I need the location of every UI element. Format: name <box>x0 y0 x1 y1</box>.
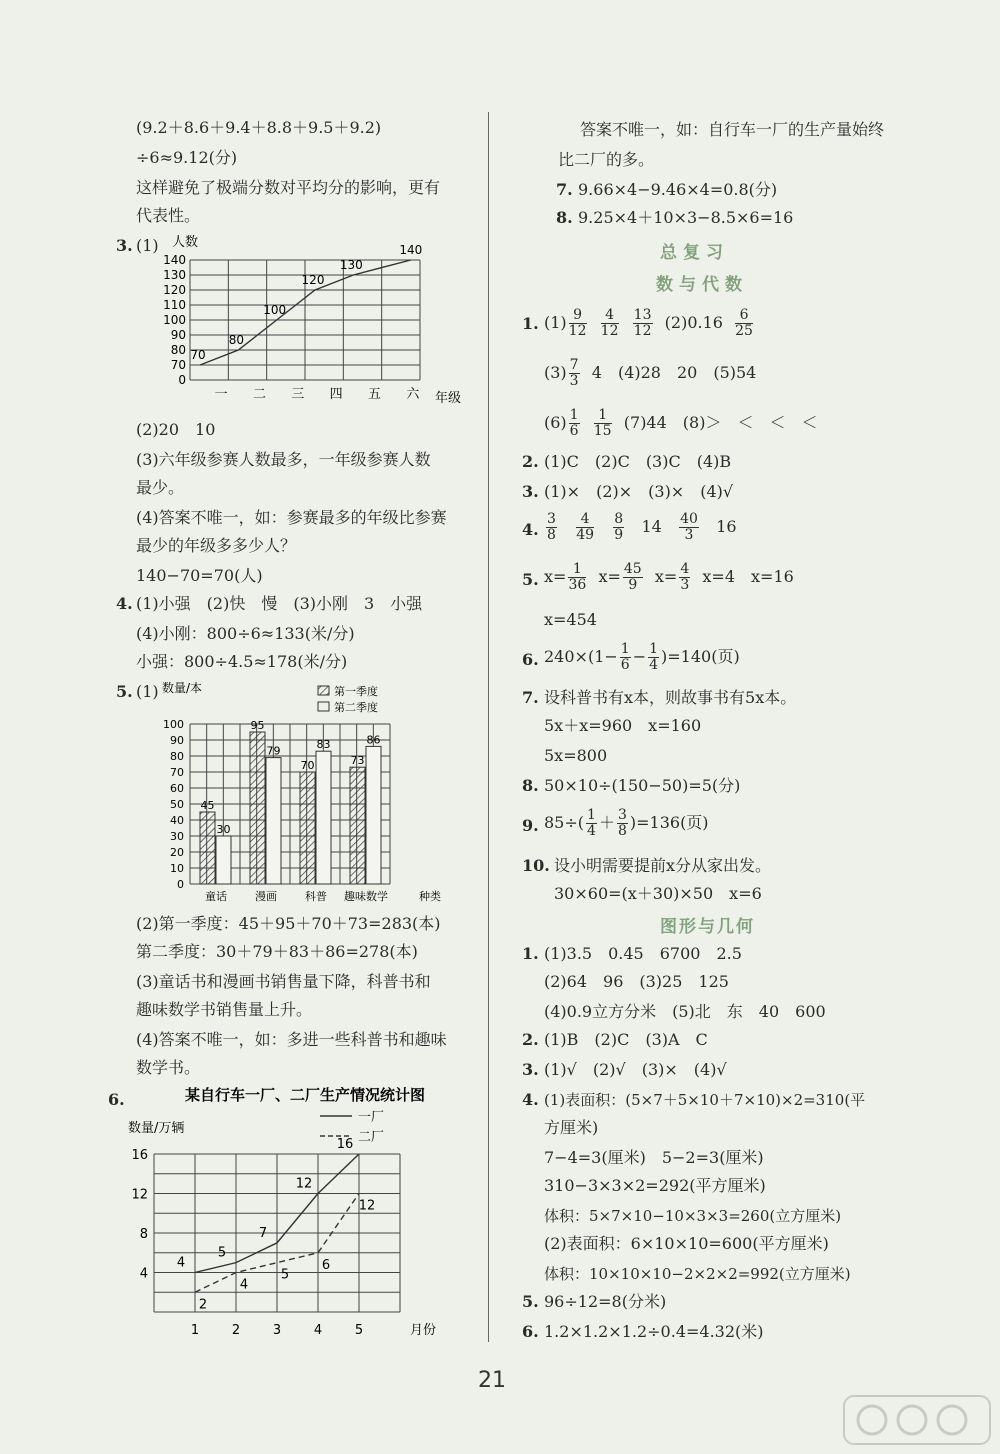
q5-line-7: 数学书。 <box>136 1058 201 1077</box>
x-axis-label: 年级 <box>434 391 462 406</box>
a1-line-3 <box>544 406 817 440</box>
data-label: 83 <box>316 738 331 752</box>
data-label: 5 <box>217 1245 227 1261</box>
a5-number: 5. <box>522 570 539 589</box>
fraction-numerator: 1 <box>594 408 612 424</box>
data-label: 45 <box>200 799 215 812</box>
fraction-numerator: 1 <box>620 641 630 657</box>
x-tick-label: 漫画 <box>255 890 277 903</box>
bar-q1 <box>350 767 365 884</box>
q3-line-2: (2)20 10 <box>136 420 216 439</box>
y-tick-label: 100 <box>163 718 184 731</box>
a5-line-1 <box>544 560 794 594</box>
fraction-numerator: 1 <box>649 641 659 657</box>
fraction-denominator: 12 <box>600 323 619 339</box>
bar-q2 <box>216 836 231 884</box>
g5-number: 5. <box>522 1292 539 1311</box>
fraction-numerator: 4 <box>680 561 690 577</box>
y-tick-label: 20 <box>170 846 184 859</box>
column-divider <box>488 112 489 1342</box>
g4-line-3: 7−4=3(厘米) 5−2=3(厘米) <box>544 1148 764 1167</box>
q2-line-1: (9.2＋8.6＋9.4＋8.8＋9.5＋9.2) <box>136 118 382 137</box>
data-label: 2 <box>198 1297 208 1313</box>
a3-number: 3. <box>522 482 539 501</box>
x-tick-label: 一 <box>214 387 228 402</box>
r-line-1: 答案不唯一，如：自行车一厂的生产量始终 <box>580 120 885 139</box>
y-tick-label: 16 <box>131 1148 148 1163</box>
q5-line-2: (2)第一季度：45＋95＋70＋73=283(本) <box>136 914 441 933</box>
x-tick-label: 童话 <box>205 890 227 903</box>
fraction-3-8 <box>546 512 557 543</box>
a4-value-16: 16 <box>716 517 737 536</box>
q3-line-7: 140−70=70(人) <box>136 566 263 585</box>
fraction-1-15 <box>594 408 612 439</box>
bar-q1 <box>300 772 315 884</box>
q7-answer: 9.66×4−9.46×4=0.8(分) <box>578 180 778 199</box>
q4-line-3: 小强：800÷4.5≈178(米/分) <box>136 652 348 671</box>
g6-answer: 1.2×1.2×1.2÷0.4=4.32(米) <box>544 1322 764 1341</box>
a1-part-2: (2)0.16 <box>664 313 723 332</box>
fraction-1-6 <box>569 408 580 439</box>
fraction-denominator: 6 <box>620 657 630 673</box>
fraction-denominator: 36 <box>568 577 587 593</box>
fraction-denominator: 3 <box>684 527 694 543</box>
data-label: 86 <box>366 733 381 747</box>
g2-answer: (1)B (2)C (3)A C <box>544 1030 708 1049</box>
x-tick-label: 趣味数学 <box>344 890 388 903</box>
g4-number: 4. <box>522 1090 539 1109</box>
fraction-denominator: 6 <box>569 423 579 439</box>
g1-number: 1. <box>522 944 539 963</box>
a1-line-2 <box>544 356 756 390</box>
x-tick-label: 三 <box>291 387 305 402</box>
data-label: 70 <box>190 348 206 362</box>
a7-line-2: 5x＋x=960 x=160 <box>544 716 702 735</box>
x-tick-label: 四 <box>329 387 343 402</box>
data-label: 6 <box>321 1257 331 1273</box>
g3-answer: (1)√ (2)√ (3)× (4)√ <box>544 1060 727 1079</box>
fraction-13-12 <box>633 308 653 339</box>
data-label: 79 <box>266 744 281 758</box>
legend-label-factory-2: 二厂 <box>358 1130 385 1145</box>
a10-line-2: 30×60=(x＋30)×50 x=6 <box>554 884 762 903</box>
y-tick-label: 70 <box>170 766 184 779</box>
y-tick-label: 70 <box>170 358 186 372</box>
q4-line-2: (4)小刚：800÷6≈133(米/分) <box>136 624 355 643</box>
x-tick-label: 六 <box>406 387 420 402</box>
a1-part-3-label: (3) <box>544 363 567 382</box>
a9-part-b: ＋ <box>598 813 615 832</box>
g4-line-5: 体积：5×7×10−10×3×3=260(立方厘米) <box>544 1207 842 1225</box>
r-line-2: 比二厂的多。 <box>558 150 655 169</box>
a9-part-a: 85÷( <box>544 813 585 832</box>
fraction-denominator: 4 <box>587 823 596 839</box>
q3-number: 3. <box>116 236 133 255</box>
fraction-numerator: 13 <box>633 307 652 323</box>
y-tick-label: 30 <box>170 830 184 843</box>
y-tick-label: 12 <box>131 1187 148 1203</box>
a2-number: 2. <box>522 452 539 471</box>
y-tick-label: 90 <box>170 328 186 342</box>
a7-line-3: 5x=800 <box>544 746 608 765</box>
data-label: 130 <box>339 258 363 272</box>
g4-line-7: 体积：10×10×10−2×2×2=992(立方厘米) <box>544 1265 851 1283</box>
q3-line-6: 最少的年级多多少人？ <box>136 536 297 555</box>
q2-line-2: ÷6≈9.12(分) <box>136 148 238 167</box>
fraction-1-4 <box>648 642 659 673</box>
g3-number: 3. <box>522 1060 539 1079</box>
g1-line-1: (1)3.5 0.45 6700 2.5 <box>544 944 742 963</box>
q3-line-5: (4)答案不唯一，如：参赛最多的年级比参赛 <box>136 508 447 527</box>
g2-number: 2. <box>522 1030 539 1049</box>
x-tick-label: 5 <box>354 1323 364 1338</box>
g4-line-1: (1)表面积：(5×7＋5×10＋7×10)×2=310(平 <box>544 1091 866 1109</box>
fraction-45-9 <box>623 562 643 593</box>
g1-line-2: (2)64 96 (3)25 125 <box>544 972 729 991</box>
y-tick-label: 90 <box>170 734 184 747</box>
a10-number: 10. <box>522 856 550 875</box>
x-tick-label: 二 <box>252 387 267 402</box>
q5-line-4: (3)童话书和漫画书销售量下降，科普书和 <box>136 972 431 991</box>
a4-value-14: 14 <box>641 517 662 536</box>
y-tick-label: 80 <box>170 343 186 357</box>
fraction-numerator: 1 <box>568 562 586 578</box>
data-label: 5 <box>280 1267 290 1283</box>
q5-line-3: 第二季度：30＋79＋83＋86=278(本) <box>136 942 418 961</box>
section-heading-number-algebra: 数与代数 <box>656 275 748 295</box>
fraction-numerator: 1 <box>587 807 596 823</box>
y-tick-label: 0 <box>178 373 186 387</box>
fraction-4-3 <box>679 562 690 593</box>
y-tick-label: 60 <box>170 782 184 795</box>
section-heading-geometry: 图形与几何 <box>660 917 755 937</box>
legend-label-factory-1: 一厂 <box>358 1110 385 1125</box>
fraction-numerator: 4 <box>576 512 594 528</box>
a1-part-3-rest: 4 (4)28 20 (5)54 <box>591 363 757 382</box>
x-tick-label: 1 <box>190 1323 200 1338</box>
a9-number: 9. <box>522 816 539 835</box>
data-label: 7 <box>258 1225 268 1241</box>
page-number: 21 <box>478 1368 506 1393</box>
y-axis-label: 数量/本 <box>162 681 203 695</box>
fraction-1-36 <box>568 562 586 593</box>
a1-part-6-rest: (7)44 (8)＞ ＜ ＜ ＜ <box>623 413 818 432</box>
fraction-denominator: 8 <box>617 823 627 839</box>
y-tick-label: 130 <box>163 268 186 282</box>
fraction-7-3 <box>569 358 580 389</box>
fraction-numerator: 40 <box>680 511 698 527</box>
q3-line-3: (3)六年级参赛人数最多，一年级参赛人数 <box>136 450 431 469</box>
q5-line-5: 趣味数学书销售量上升。 <box>136 1000 313 1019</box>
q5-part-1: (1) <box>136 682 159 701</box>
fraction-numerator: 8 <box>614 511 624 527</box>
chart-title: 某自行车一厂、二厂生产情况统计图 <box>184 1086 426 1104</box>
fraction-4-49 <box>576 512 594 543</box>
legend-label-q1: 第一季度 <box>334 685 378 698</box>
bar-q2 <box>266 758 281 884</box>
a7-number: 7. <box>522 688 539 707</box>
a5-rest: x=4 x=16 <box>702 567 794 586</box>
data-label: 4 <box>239 1277 249 1293</box>
a5-x-2: x= <box>598 567 621 586</box>
legend-swatch-q2 <box>318 702 329 711</box>
fraction-numerator: 3 <box>617 807 627 823</box>
a6-part-a: 240×(1− <box>544 647 618 666</box>
data-label: 73 <box>350 754 365 768</box>
legend-label-q2: 第二季度 <box>334 701 378 714</box>
a9-part-c: )=136(页) <box>629 813 709 832</box>
fraction-denominator: 8 <box>547 527 556 543</box>
fraction-denominator: 12 <box>633 323 652 339</box>
y-tick-label: 4 <box>139 1266 148 1282</box>
g4-line-6: (2)表面积：6×10×10=600(平方厘米) <box>544 1234 829 1253</box>
legend-swatch-q1 <box>318 686 329 695</box>
fraction-numerator: 4 <box>601 308 619 324</box>
y-tick-label: 100 <box>163 313 186 327</box>
q4-line-1: (1)小强 (2)快 慢 (3)小刚 3 小强 <box>136 594 423 613</box>
data-label: 16 <box>336 1137 354 1152</box>
fraction-6-25 <box>735 308 753 339</box>
x-tick-label: 五 <box>367 387 382 402</box>
q8-number: 8. <box>556 208 573 227</box>
q2-line-3: 这样避免了极端分数对平均分的影响，更有 <box>136 178 441 197</box>
data-label: 4 <box>176 1255 186 1271</box>
g1-line-3: (4)0.9立方分米 (5)北 东 40 600 <box>544 1002 826 1021</box>
fraction-denominator: 9 <box>628 577 638 593</box>
y-tick-label: 0 <box>177 878 184 891</box>
y-tick-label: 80 <box>170 750 184 763</box>
x-tick-label: 2 <box>231 1323 241 1338</box>
a2-answer: (1)C (2)C (3)C (4)B <box>544 452 732 471</box>
x-axis-label: 月份 <box>410 1323 437 1338</box>
a6-number: 6. <box>522 650 539 669</box>
a1-part-6-label: (6) <box>544 413 567 432</box>
fraction-denominator: 49 <box>576 527 595 543</box>
y-tick-label: 110 <box>163 298 186 312</box>
fraction-denominator: 12 <box>568 323 587 339</box>
fraction-40-3 <box>679 512 699 543</box>
g5-answer: 96÷12=8(分米) <box>544 1292 667 1311</box>
data-label: 95 <box>250 719 265 732</box>
a7-line-1: 设科普书有x本，则故事书有5x本。 <box>544 688 797 707</box>
a1-part-1-label: (1) <box>544 313 567 332</box>
fraction-denominator: 25 <box>735 323 753 339</box>
a4-answer <box>544 510 737 544</box>
q4-number: 4. <box>116 594 133 613</box>
section-heading-review: 总复习 <box>660 243 729 263</box>
fraction-4-12 <box>601 308 619 339</box>
a9-answer <box>544 806 709 840</box>
fraction-numerator: 9 <box>569 308 587 324</box>
fraction-denominator: 3 <box>569 373 579 389</box>
fraction-1-6 <box>620 642 631 673</box>
a4-number: 4. <box>522 520 539 539</box>
y-axis-label: 数量/万辆 <box>128 1121 185 1136</box>
x-tick-label: 科普 <box>305 890 327 903</box>
bar-q2 <box>366 746 381 884</box>
y-tick-label: 10 <box>170 862 184 875</box>
q8-answer: 9.25×4＋10×3−8.5×6=16 <box>578 208 794 227</box>
g4-line-4: 310−3×3×2=292(平方厘米) <box>544 1176 766 1195</box>
q3-line-4: 最少。 <box>136 478 185 497</box>
y-axis-label: 人数 <box>172 235 199 250</box>
book-sales-bar-chart <box>150 680 480 910</box>
fraction-numerator: 45 <box>623 561 642 577</box>
y-tick-label: 50 <box>170 798 184 811</box>
x-axis-label: 种类 <box>419 890 441 903</box>
y-tick-label: 40 <box>170 814 184 827</box>
bar-q2 <box>316 751 331 884</box>
q5-line-6: (4)答案不唯一，如：多进一些科普书和趣味 <box>136 1030 447 1049</box>
fraction-numerator: 1 <box>569 407 579 423</box>
q6-number: 6. <box>108 1090 125 1109</box>
a6-part-b: − <box>632 647 647 666</box>
fraction-numerator: 3 <box>547 511 556 527</box>
a3-answer: (1)× (2)× (3)× (4)√ <box>544 482 734 501</box>
a8-number: 8. <box>522 776 539 795</box>
fraction-denominator: 9 <box>614 527 624 543</box>
a5-x-1: x= <box>544 567 567 586</box>
q7-number: 7. <box>556 180 573 199</box>
fraction-numerator: 7 <box>569 357 579 373</box>
data-label: 80 <box>228 333 244 347</box>
fraction-9-12 <box>569 308 587 339</box>
x-tick-label: 3 <box>272 1323 282 1338</box>
data-label: 12 <box>295 1176 313 1192</box>
bicycle-production-line-chart <box>120 1082 470 1342</box>
fraction-3-8 <box>617 808 628 839</box>
x-tick-label: 4 <box>313 1323 323 1338</box>
a1-number: 1. <box>522 314 539 333</box>
y-tick-label: 140 <box>163 253 186 267</box>
data-label: 70 <box>300 759 315 772</box>
q5-number: 5. <box>116 682 133 701</box>
data-label: 120 <box>301 273 325 287</box>
y-tick-label: 8 <box>139 1227 148 1242</box>
fraction-denominator: 4 <box>649 657 659 673</box>
g6-number: 6. <box>522 1322 539 1341</box>
a5-x-3: x= <box>654 567 678 586</box>
fraction-1-4 <box>586 808 597 839</box>
bar-q1 <box>250 732 265 884</box>
data-label: 100 <box>263 303 287 317</box>
fraction-denominator: 15 <box>593 423 612 439</box>
q3-part-1: (1) <box>136 236 159 255</box>
a1-line-1 <box>544 306 755 340</box>
a6-answer <box>544 640 740 674</box>
a10-line-1: 设小明需要提前x分从家出发。 <box>554 856 772 875</box>
q2-line-4: 代表性。 <box>136 206 201 225</box>
fraction-8-9 <box>613 512 624 543</box>
a5-line-2: x=454 <box>544 610 597 629</box>
watermark-logo-icon <box>842 1392 992 1448</box>
fraction-denominator: 3 <box>680 577 690 593</box>
g4-line-2: 方厘米) <box>544 1118 599 1137</box>
grade-participants-line-chart <box>160 232 480 412</box>
y-tick-label: 120 <box>163 283 186 297</box>
bar-q1 <box>200 812 215 884</box>
a8-answer: 50×10÷(150−50)=5(分) <box>544 776 741 795</box>
data-label: 140 <box>399 243 423 257</box>
data-label: 30 <box>216 823 231 836</box>
data-label: 12 <box>358 1198 376 1214</box>
a6-part-c: )=140(页) <box>661 647 740 666</box>
fraction-numerator: 6 <box>735 308 753 324</box>
